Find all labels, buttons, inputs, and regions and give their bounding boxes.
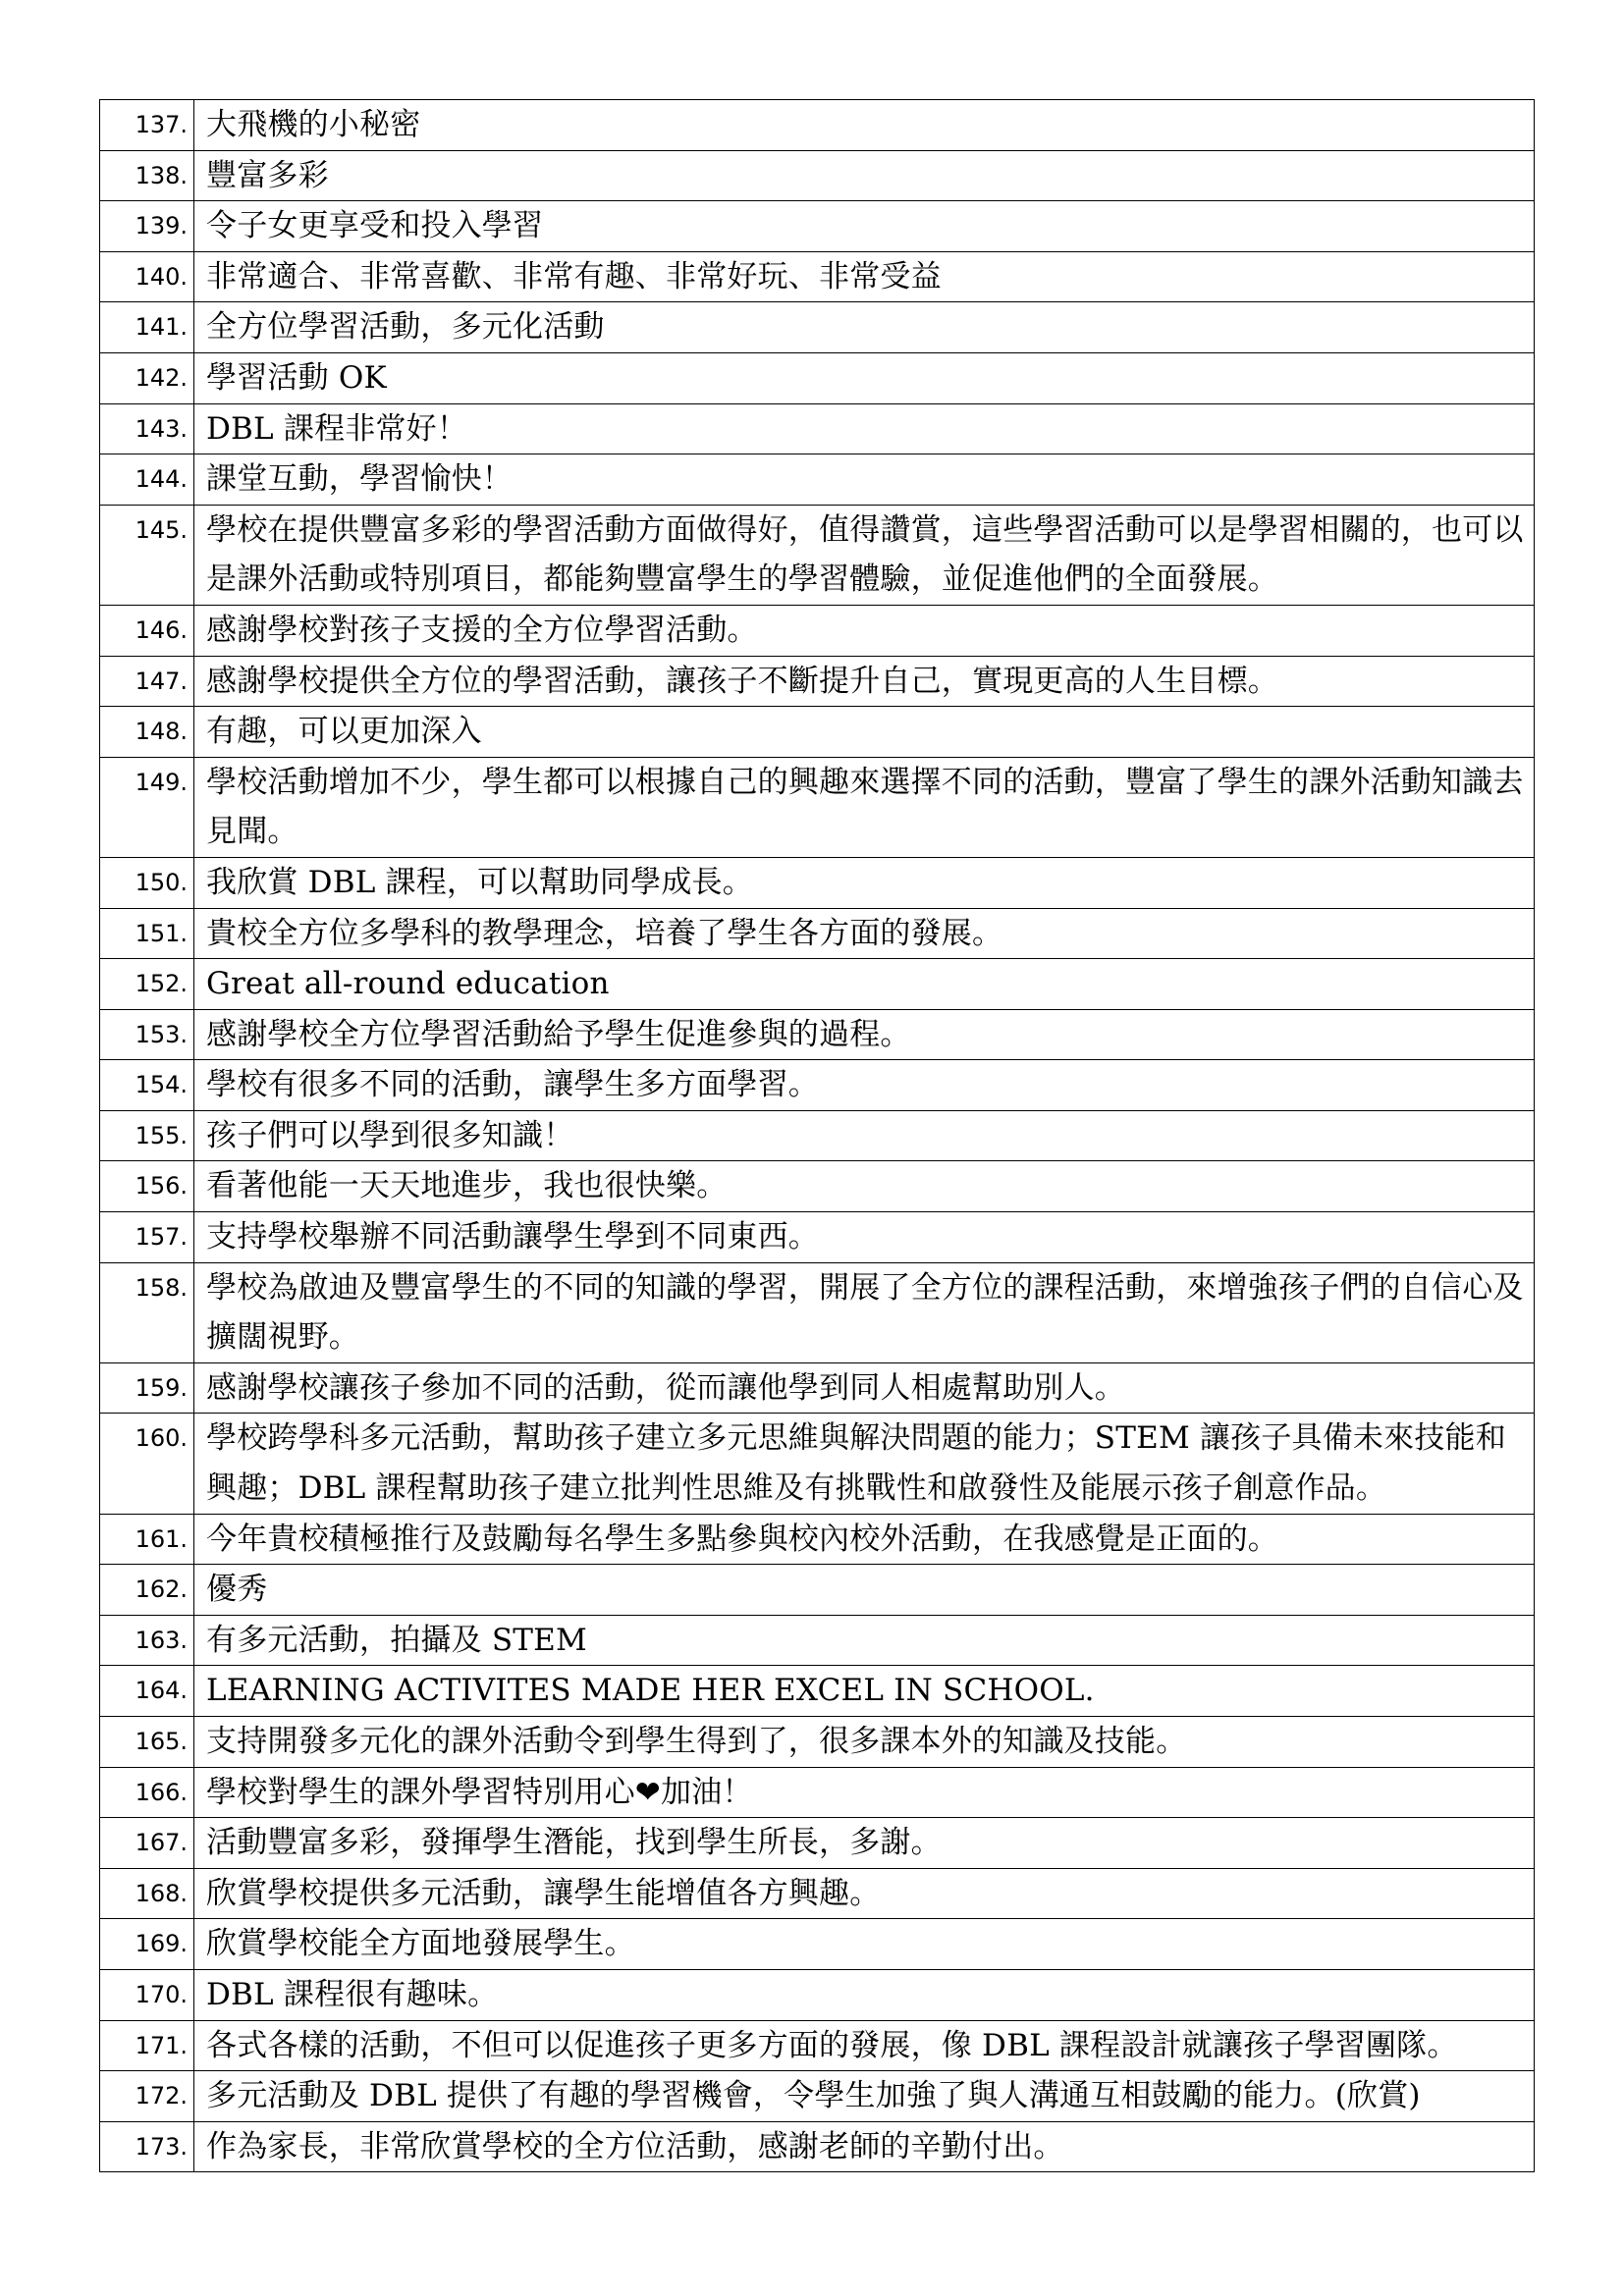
row-number: 166. (100, 1767, 194, 1818)
row-comment: LEARNING ACTIVITES MADE HER EXCEL IN SCHOOL. (194, 1666, 1535, 1717)
row-number: 147. (100, 656, 194, 707)
row-number: 143. (100, 403, 194, 454)
row-comment: 貴校全方位多學科的教學理念，培養了學生各方面的發展。 (194, 908, 1535, 959)
table-row (100, 757, 1535, 857)
row-number: 163. (100, 1615, 194, 1666)
table-row (100, 1514, 1535, 1565)
row-comment: 學校有很多不同的活動，讓學生多方面學習。 (194, 1060, 1535, 1111)
table-row (100, 505, 1535, 605)
table-row (100, 959, 1535, 1010)
document-page (99, 99, 1535, 2172)
row-comment: 支持學校舉辦不同活動讓學生學到不同東西。 (194, 1212, 1535, 1263)
row-number: 139. (100, 201, 194, 252)
row-number: 138. (100, 150, 194, 201)
row-number: 154. (100, 1060, 194, 1111)
row-number: 171. (100, 2020, 194, 2071)
row-number: 160. (100, 1414, 194, 1514)
row-comment: 各式各樣的活動，不但可以促進孩子更多方面的發展，像 DBL 課程設計就讓孩子學習團隊。 (194, 2020, 1535, 2071)
row-number: 142. (100, 352, 194, 403)
row-number: 140. (100, 251, 194, 302)
row-number: 155. (100, 1110, 194, 1161)
row-number: 152. (100, 959, 194, 1010)
table-row (100, 1717, 1535, 1768)
row-comment: 令子女更享受和投入學習 (194, 201, 1535, 252)
row-comment: 有多元活動，拍攝及 STEM (194, 1615, 1535, 1666)
table-row (100, 707, 1535, 758)
table-row (100, 1565, 1535, 1616)
table-row (100, 100, 1535, 151)
row-comment: DBL 課程非常好！ (194, 403, 1535, 454)
row-number: 169. (100, 1919, 194, 1970)
table-row (100, 150, 1535, 201)
table-row (100, 1362, 1535, 1414)
row-comment: 孩子們可以學到很多知識！ (194, 1110, 1535, 1161)
row-comment: 作為家長，非常欣賞學校的全方位活動，感謝老師的辛勤付出。 (194, 2121, 1535, 2172)
table-row (100, 2020, 1535, 2071)
table-row (100, 1161, 1535, 1212)
row-number: 137. (100, 100, 194, 151)
table-row (100, 1110, 1535, 1161)
row-comment: 感謝學校讓孩子參加不同的活動，從而讓他學到同人相處幫助別人。 (194, 1362, 1535, 1414)
row-number: 162. (100, 1565, 194, 1616)
table-row (100, 1767, 1535, 1818)
row-number: 161. (100, 1514, 194, 1565)
row-number: 151. (100, 908, 194, 959)
row-comment: 我欣賞 DBL 課程，可以幫助同學成長。 (194, 857, 1535, 908)
table-row (100, 302, 1535, 353)
table-row (100, 2071, 1535, 2122)
row-number: 145. (100, 505, 194, 605)
row-number: 172. (100, 2071, 194, 2122)
row-number: 168. (100, 1868, 194, 1919)
row-comment: 看著他能一天天地進步，我也很快樂。 (194, 1161, 1535, 1212)
table-row (100, 352, 1535, 403)
table-row (100, 1009, 1535, 1060)
row-comment: 活動豐富多彩，發揮學生潛能，找到學生所長，多謝。 (194, 1818, 1535, 1869)
table-row (100, 201, 1535, 252)
row-number: 167. (100, 1818, 194, 1869)
table-row (100, 1919, 1535, 1970)
table-row (100, 1615, 1535, 1666)
row-comment: 欣賞學校能全方面地發展學生。 (194, 1919, 1535, 1970)
table-row (100, 1212, 1535, 1263)
row-number: 144. (100, 454, 194, 506)
row-comment: 有趣，可以更加深入 (194, 707, 1535, 758)
row-comment: Great all-round education (194, 959, 1535, 1010)
table-row (100, 1666, 1535, 1717)
row-number: 146. (100, 605, 194, 656)
row-number: 156. (100, 1161, 194, 1212)
row-comment: 感謝學校全方位學習活動給予學生促進參與的過程。 (194, 1009, 1535, 1060)
row-number: 150. (100, 857, 194, 908)
row-comment: 豐富多彩 (194, 150, 1535, 201)
row-number: 149. (100, 757, 194, 857)
table-row (100, 251, 1535, 302)
table-row (100, 857, 1535, 908)
row-comment: 多元活動及 DBL 提供了有趣的學習機會，令學生加強了與人溝通互相鼓勵的能力。(欣賞) (194, 2071, 1535, 2122)
row-comment: 學校活動增加不少，學生都可以根據自己的興趣來選擇不同的活動，豐富了學生的課外活動知識去見聞。 (194, 757, 1535, 857)
row-number: 141. (100, 302, 194, 353)
table-row (100, 1818, 1535, 1869)
row-comment: 非常適合、非常喜歡、非常有趣、非常好玩、非常受益 (194, 251, 1535, 302)
row-comment: 今年貴校積極推行及鼓勵每名學生多點參與校內校外活動，在我感覺是正面的。 (194, 1514, 1535, 1565)
feedback-table (99, 99, 1535, 2172)
row-comment: 學校跨學科多元活動，幫助孩子建立多元思維與解決問題的能力；STEM 讓孩子具備未來技能和興趣；DBL 課程幫助孩子建立批判性思維及有挑戰性和啟發性及能展示孩子創意作品。 (194, 1414, 1535, 1514)
table-row (100, 2121, 1535, 2172)
row-comment: 學校為啟迪及豐富學生的不同的知識的學習，開展了全方位的課程活動，來增強孩子們的自信心及擴闊視野。 (194, 1262, 1535, 1362)
row-number: 170. (100, 1969, 194, 2020)
row-number: 159. (100, 1362, 194, 1414)
table-row (100, 454, 1535, 506)
row-number: 157. (100, 1212, 194, 1263)
table-row (100, 1262, 1535, 1362)
table-row (100, 1060, 1535, 1111)
row-comment: 課堂互動，學習愉快！ (194, 454, 1535, 506)
table-row (100, 403, 1535, 454)
row-comment: 感謝學校對孩子支援的全方位學習活動。 (194, 605, 1535, 656)
row-number: 153. (100, 1009, 194, 1060)
row-comment: 學習活動 OK (194, 352, 1535, 403)
row-comment: DBL 課程很有趣味。 (194, 1969, 1535, 2020)
row-number: 173. (100, 2121, 194, 2172)
row-comment: 學校對學生的課外學習特別用心❤加油！ (194, 1767, 1535, 1818)
row-comment: 學校在提供豐富多彩的學習活動方面做得好，值得讚賞，這些學習活動可以是學習相關的，也可以是課外活動或特別項目，都能夠豐富學生的學習體驗，並促進他們的全面發展。 (194, 505, 1535, 605)
row-number: 148. (100, 707, 194, 758)
table-row (100, 908, 1535, 959)
row-comment: 大飛機的小秘密 (194, 100, 1535, 151)
table-row (100, 1414, 1535, 1514)
table-row (100, 1868, 1535, 1919)
feedback-table-body (100, 100, 1535, 2172)
row-number: 164. (100, 1666, 194, 1717)
row-comment: 全方位學習活動，多元化活動 (194, 302, 1535, 353)
row-comment: 支持開發多元化的課外活動令到學生得到了，很多課本外的知識及技能。 (194, 1717, 1535, 1768)
table-row (100, 605, 1535, 656)
row-comment: 感謝學校提供全方位的學習活動，讓孩子不斷提升自己，實現更高的人生目標。 (194, 656, 1535, 707)
table-row (100, 1969, 1535, 2020)
row-comment: 優秀 (194, 1565, 1535, 1616)
table-row (100, 656, 1535, 707)
row-comment: 欣賞學校提供多元活動，讓學生能增值各方興趣。 (194, 1868, 1535, 1919)
row-number: 165. (100, 1717, 194, 1768)
row-number: 158. (100, 1262, 194, 1362)
